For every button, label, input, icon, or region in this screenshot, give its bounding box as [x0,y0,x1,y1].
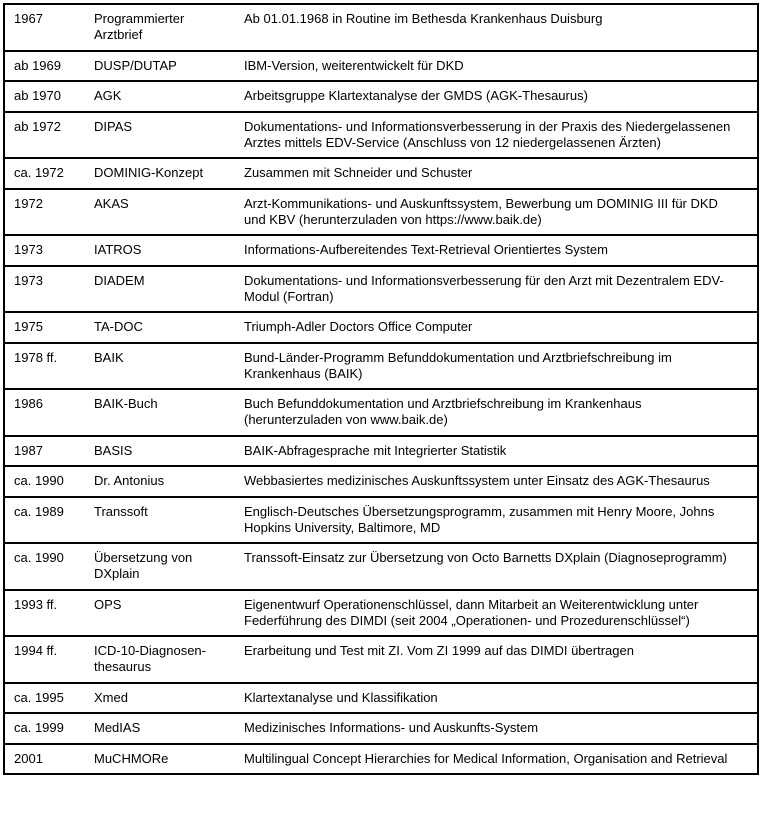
name-cell: Xmed [94,683,244,714]
description-cell: Ab 01.01.1968 in Routine im Bethesda Krankenhaus Duisburg [244,4,758,51]
year-cell: 1973 [4,235,94,266]
table-row [4,81,758,112]
year-cell: ab 1972 [4,112,94,159]
table-row [4,744,758,775]
year-cell: 1967 [4,4,94,51]
table-row [4,389,758,436]
name-cell: BASIS [94,436,244,467]
year-cell: ca. 1990 [4,543,94,590]
name-cell: Programmierter Arztbrief [94,4,244,51]
table-row [4,235,758,266]
year-cell: 1978 ff. [4,343,94,390]
name-cell: DIPAS [94,112,244,159]
description-cell: Dokumentations- und Informationsverbesserung für den Arzt mit Dezentralem EDV-Modul (Fortran) [244,266,758,313]
year-cell: ca. 1989 [4,497,94,544]
table-row [4,497,758,544]
table-row [4,636,758,683]
description-cell: Dokumentations- und Informationsverbesserung in der Praxis des Niedergelassenen Arztes mittels EDV-Service (Anschluss von 12 niedergelassenen Ärzten) [244,112,758,159]
table-row [4,312,758,343]
table-row [4,158,758,189]
name-cell: DOMINIG-Konzept [94,158,244,189]
year-cell: 1987 [4,436,94,467]
table-row [4,112,758,159]
description-cell: Englisch-Deutsches Übersetzungsprogramm, zusammen mit Henry Moore, Johns Hopkins University, Baltimore, MD [244,497,758,544]
description-cell: Medizinisches Informations- und Auskunfts-System [244,713,758,744]
year-cell: ca. 1995 [4,683,94,714]
year-cell: ab 1970 [4,81,94,112]
year-cell: 1975 [4,312,94,343]
description-cell: Erarbeitung und Test mit ZI. Vom ZI 1999 auf das DIMDI übertragen [244,636,758,683]
name-cell: MedIAS [94,713,244,744]
name-cell: AKAS [94,189,244,236]
year-cell: ca. 1999 [4,713,94,744]
description-cell: Bund-Länder-Programm Befunddokumentation und Arztbriefschreibung im Krankenhaus (BAIK) [244,343,758,390]
table-row [4,51,758,82]
name-cell: DUSP/DUTAP [94,51,244,82]
description-cell: Arbeitsgruppe Klartextanalyse der GMDS (AGK-Thesaurus) [244,81,758,112]
year-cell: 1993 ff. [4,590,94,637]
table-body [4,4,758,774]
description-cell: Multilingual Concept Hierarchies for Medical Information, Organisation and Retrieval [244,744,758,775]
year-cell: ca. 1972 [4,158,94,189]
name-cell: Transsoft [94,497,244,544]
description-cell: Eigenentwurf Operationenschlüssel, dann Mitarbeit an Weiterentwicklung unter Federführung des DIMDI (seit 2004 „Operationen- und Prozedurenschlüssel“) [244,590,758,637]
description-cell: Informations-Aufbereitendes Text-Retrieval Orientiertes System [244,235,758,266]
year-cell: 1986 [4,389,94,436]
table-row [4,189,758,236]
name-cell: OPS [94,590,244,637]
year-cell: ca. 1990 [4,466,94,497]
description-cell: Triumph-Adler Doctors Office Computer [244,312,758,343]
description-cell: Arzt-Kommunikations- und Auskunftssystem, Bewerbung um DOMINIG III für DKD und KBV (herunterzuladen von https://www.baik.de) [244,189,758,236]
table-row [4,4,758,51]
history-table [3,3,759,775]
description-cell: Klartextanalyse und Klassifikation [244,683,758,714]
year-cell: ab 1969 [4,51,94,82]
table-row [4,466,758,497]
description-cell: Buch Befunddokumentation und Arztbriefschreibung im Krankenhaus (herunterzuladen von www.baik.de) [244,389,758,436]
description-cell: Transsoft-Einsatz zur Übersetzung von Octo Barnetts DXplain (Diagnoseprogramm) [244,543,758,590]
year-cell: 1972 [4,189,94,236]
name-cell: MuCHMORe [94,744,244,775]
description-cell: Zusammen mit Schneider und Schuster [244,158,758,189]
table-row [4,343,758,390]
name-cell: BAIK [94,343,244,390]
table-row [4,590,758,637]
table-row [4,436,758,467]
name-cell: ICD-10-Diagnosenthesaurus [94,636,244,683]
year-cell: 1973 [4,266,94,313]
table-row [4,683,758,714]
name-cell: BAIK-Buch [94,389,244,436]
table-row [4,266,758,313]
name-cell: DIADEM [94,266,244,313]
name-cell: AGK [94,81,244,112]
year-cell: 1994 ff. [4,636,94,683]
year-cell: 2001 [4,744,94,775]
description-cell: IBM-Version, weiterentwickelt für DKD [244,51,758,82]
name-cell: IATROS [94,235,244,266]
name-cell: Dr. Antonius [94,466,244,497]
name-cell: Übersetzung von DXplain [94,543,244,590]
description-cell: Webbasiertes medizinisches Auskunftssystem unter Einsatz des AGK-Thesaurus [244,466,758,497]
name-cell: TA-DOC [94,312,244,343]
description-cell: BAIK-Abfragesprache mit Integrierter Statistik [244,436,758,467]
table-row [4,713,758,744]
table-row [4,543,758,590]
